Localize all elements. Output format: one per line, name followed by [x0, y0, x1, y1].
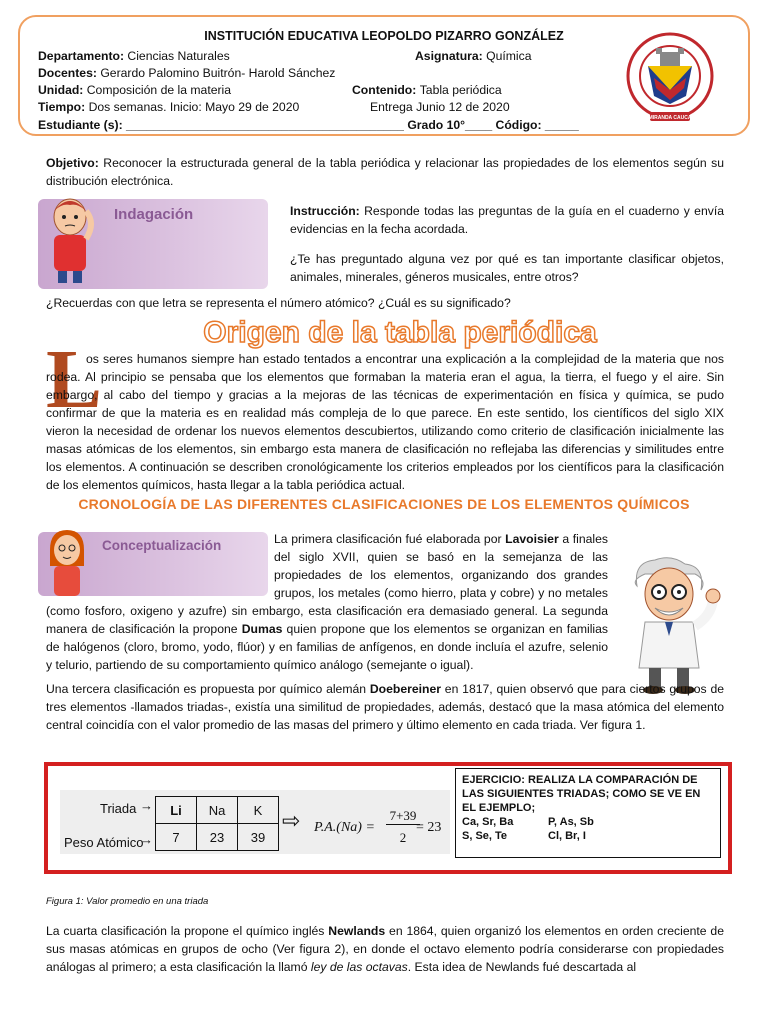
teachers-line: Docentes: Gerardo Palomino Buitrón- Harold Sánchez	[38, 66, 336, 80]
weight-cell: 23	[197, 824, 238, 851]
question-classify: ¿Te has preguntado alguna vez por qué es tan importante clasificar objetos, animales, minerales, géneros musicales, entre otros?	[290, 252, 724, 284]
formula-denominator: 2	[399, 830, 407, 845]
formula-result: = 23	[416, 820, 442, 835]
origin-paragraph: os seres humanos siempre han estado tentados a encontrar una explicación a la complejidad de la materia que nos rodea. Al principio se pensaba que los elementos que formaban la materia eran el agua, la tierra, el fuego y el aire. Sin embargo, al cabo del tiempo y gracias a la mejoras de las técnicas de experimentación en física y química, se pudo confirmar de que la materia es en realidad más compleja de lo que parece. En este sentido, los científicos del siglo XIX vieron la necesidad de ordenar los nuevos elementos descubiertos, utilizando como criterio de clasificación inicialmente las masas atómicas de los elementos, sin embargo esta manera de clasificación no reflejaba las diferencias y similitudes entre los elementos. A continuación se describen cronológicamente los criterios empleados por los científicos para la clasificación de los elementos químicos, hasta llegar a la tabla periódica actual.	[46, 352, 724, 492]
drop-cap: L	[46, 333, 103, 426]
institution-title: INSTITUCIÓN EDUCATIVA LEOPOLDO PIZARRO GONZÁLEZ	[204, 29, 564, 43]
triad-table	[155, 796, 279, 851]
weight-cell: 39	[238, 824, 279, 851]
exercise-title: EJERCICIO: REALIZA LA COMPARACIÓN DE LAS SIGUIENTES TRIADAS; COMO SE VE EN EL EJEMPLO;	[462, 774, 701, 814]
triad-item: Cl, Br, I	[548, 830, 586, 842]
school-crest-logo	[604, 30, 736, 126]
doebereiner-paragraph: Una tercera clasificación es propuesta por químico alemán Doebereiner en 1817, quien observó que para ciertos grupos de tres elementos -llamados triadas-, existía una similitud de propiedades, además, destacó que la masa atómica del elemento central coincidía con el valor promedio de las masas del primero y último elemento en cada triada. Ver figura 1.	[46, 682, 724, 732]
triad-item: S, Se, Te	[462, 830, 508, 842]
student-line[interactable]: Estudiante (s): _________________________________________ Grado 10°____ Código: _____	[38, 118, 579, 132]
triad-row-label: Triada	[100, 801, 137, 816]
newlands-paragraph: La cuarta clasificación la propone el químico inglés Newlands en 1864, quien organizó los elementos en orden creciente de sus masas atómicas en grupos de ocho (Ver figura 2), en donde el octavo elemento podría considerarse con propiedades análogas al primero; a esta clasificación la llamó ley de las octavas. Esta idea de Newlands fué descartada al	[46, 924, 724, 974]
department-line: Departamento: Ciencias Naturales	[38, 49, 230, 63]
implies-arrow-icon: ⇨	[282, 808, 301, 833]
triad-item: P, As, Sb	[548, 816, 594, 828]
weight-cell: 7	[156, 824, 197, 851]
chronology-title: CRONOLOGÍA DE LAS DIFERENTES CLASIFICACIONES DE LOS ELEMENTOS QUÍMICOS	[78, 496, 690, 512]
formula-lhs: P.A.(Na) =	[314, 820, 375, 835]
objective: Objetivo: Reconocer la estructurada general de la tabla periódica y relacionar las propiedades de los elementos según su distribución electrónica.	[46, 156, 724, 188]
figure-caption: Figura 1: Valor promedio en una triada	[46, 896, 209, 907]
weight-row-label: Peso Atómico	[64, 835, 144, 850]
concept-label: Conceptualización	[102, 538, 222, 553]
unit-line: Unidad: Composición de la materia	[38, 83, 232, 97]
arrow-1: →	[140, 798, 153, 813]
crest-bottom-text: MIRANDA CAUCA	[648, 115, 692, 121]
time-line: Tiempo: Dos semanas. Inicio: Mayo 29 de 2020	[38, 100, 300, 114]
origin-title: Origen de la tabla periódica	[203, 316, 597, 349]
exercise-box	[455, 768, 721, 858]
element-cell: K	[238, 797, 279, 824]
content-line: Contenido: Tabla periódica	[352, 83, 502, 97]
question-atomic-number: ¿Recuerdas con que letra se representa el número atómico? ¿Cuál es su significado?	[46, 296, 511, 310]
indagacion-label: Indagación	[114, 206, 194, 223]
arrow-2: →	[140, 832, 153, 847]
thinking-boy-illustration	[40, 195, 100, 285]
element-cell: Li	[156, 797, 197, 824]
scientist-illustration	[615, 556, 725, 696]
subject-line: Asignatura: Química	[415, 49, 532, 63]
instruction: Instrucción: Responde todas las preguntas de la guía en el cuaderno y envía evidencias en la fecha acordada.	[290, 204, 724, 236]
triad-item: Ca, Sr, Ba	[462, 816, 514, 828]
formula-numerator: 7+39	[386, 808, 420, 825]
delivery-line: Entrega Junio 12 de 2020	[370, 100, 510, 114]
element-cell: Na	[197, 797, 238, 824]
lavoisier-dumas-paragraph: La primera clasificación fué elaborada por Lavoisier a finales del siglo XVII, quien se basó en la semejanza de las propiedades de los elementos, organizando dos grandes grupos, los metales (como hierro, plata y cobre) y no metales (como fosforo, oxigeno y azufre) sin embargo, esta clasificación era demasiado general. La segunda manera de clasificación la propone Dumas quien propone que los elementos se organizan en familias de halógenos (cloro, bromo, yodo, flúor) y en familias de anfígenos, en donde incluía el azufre, selenio y telurio, partiendo de su comportamiento químico análogo (semejante o igual).	[46, 532, 609, 672]
